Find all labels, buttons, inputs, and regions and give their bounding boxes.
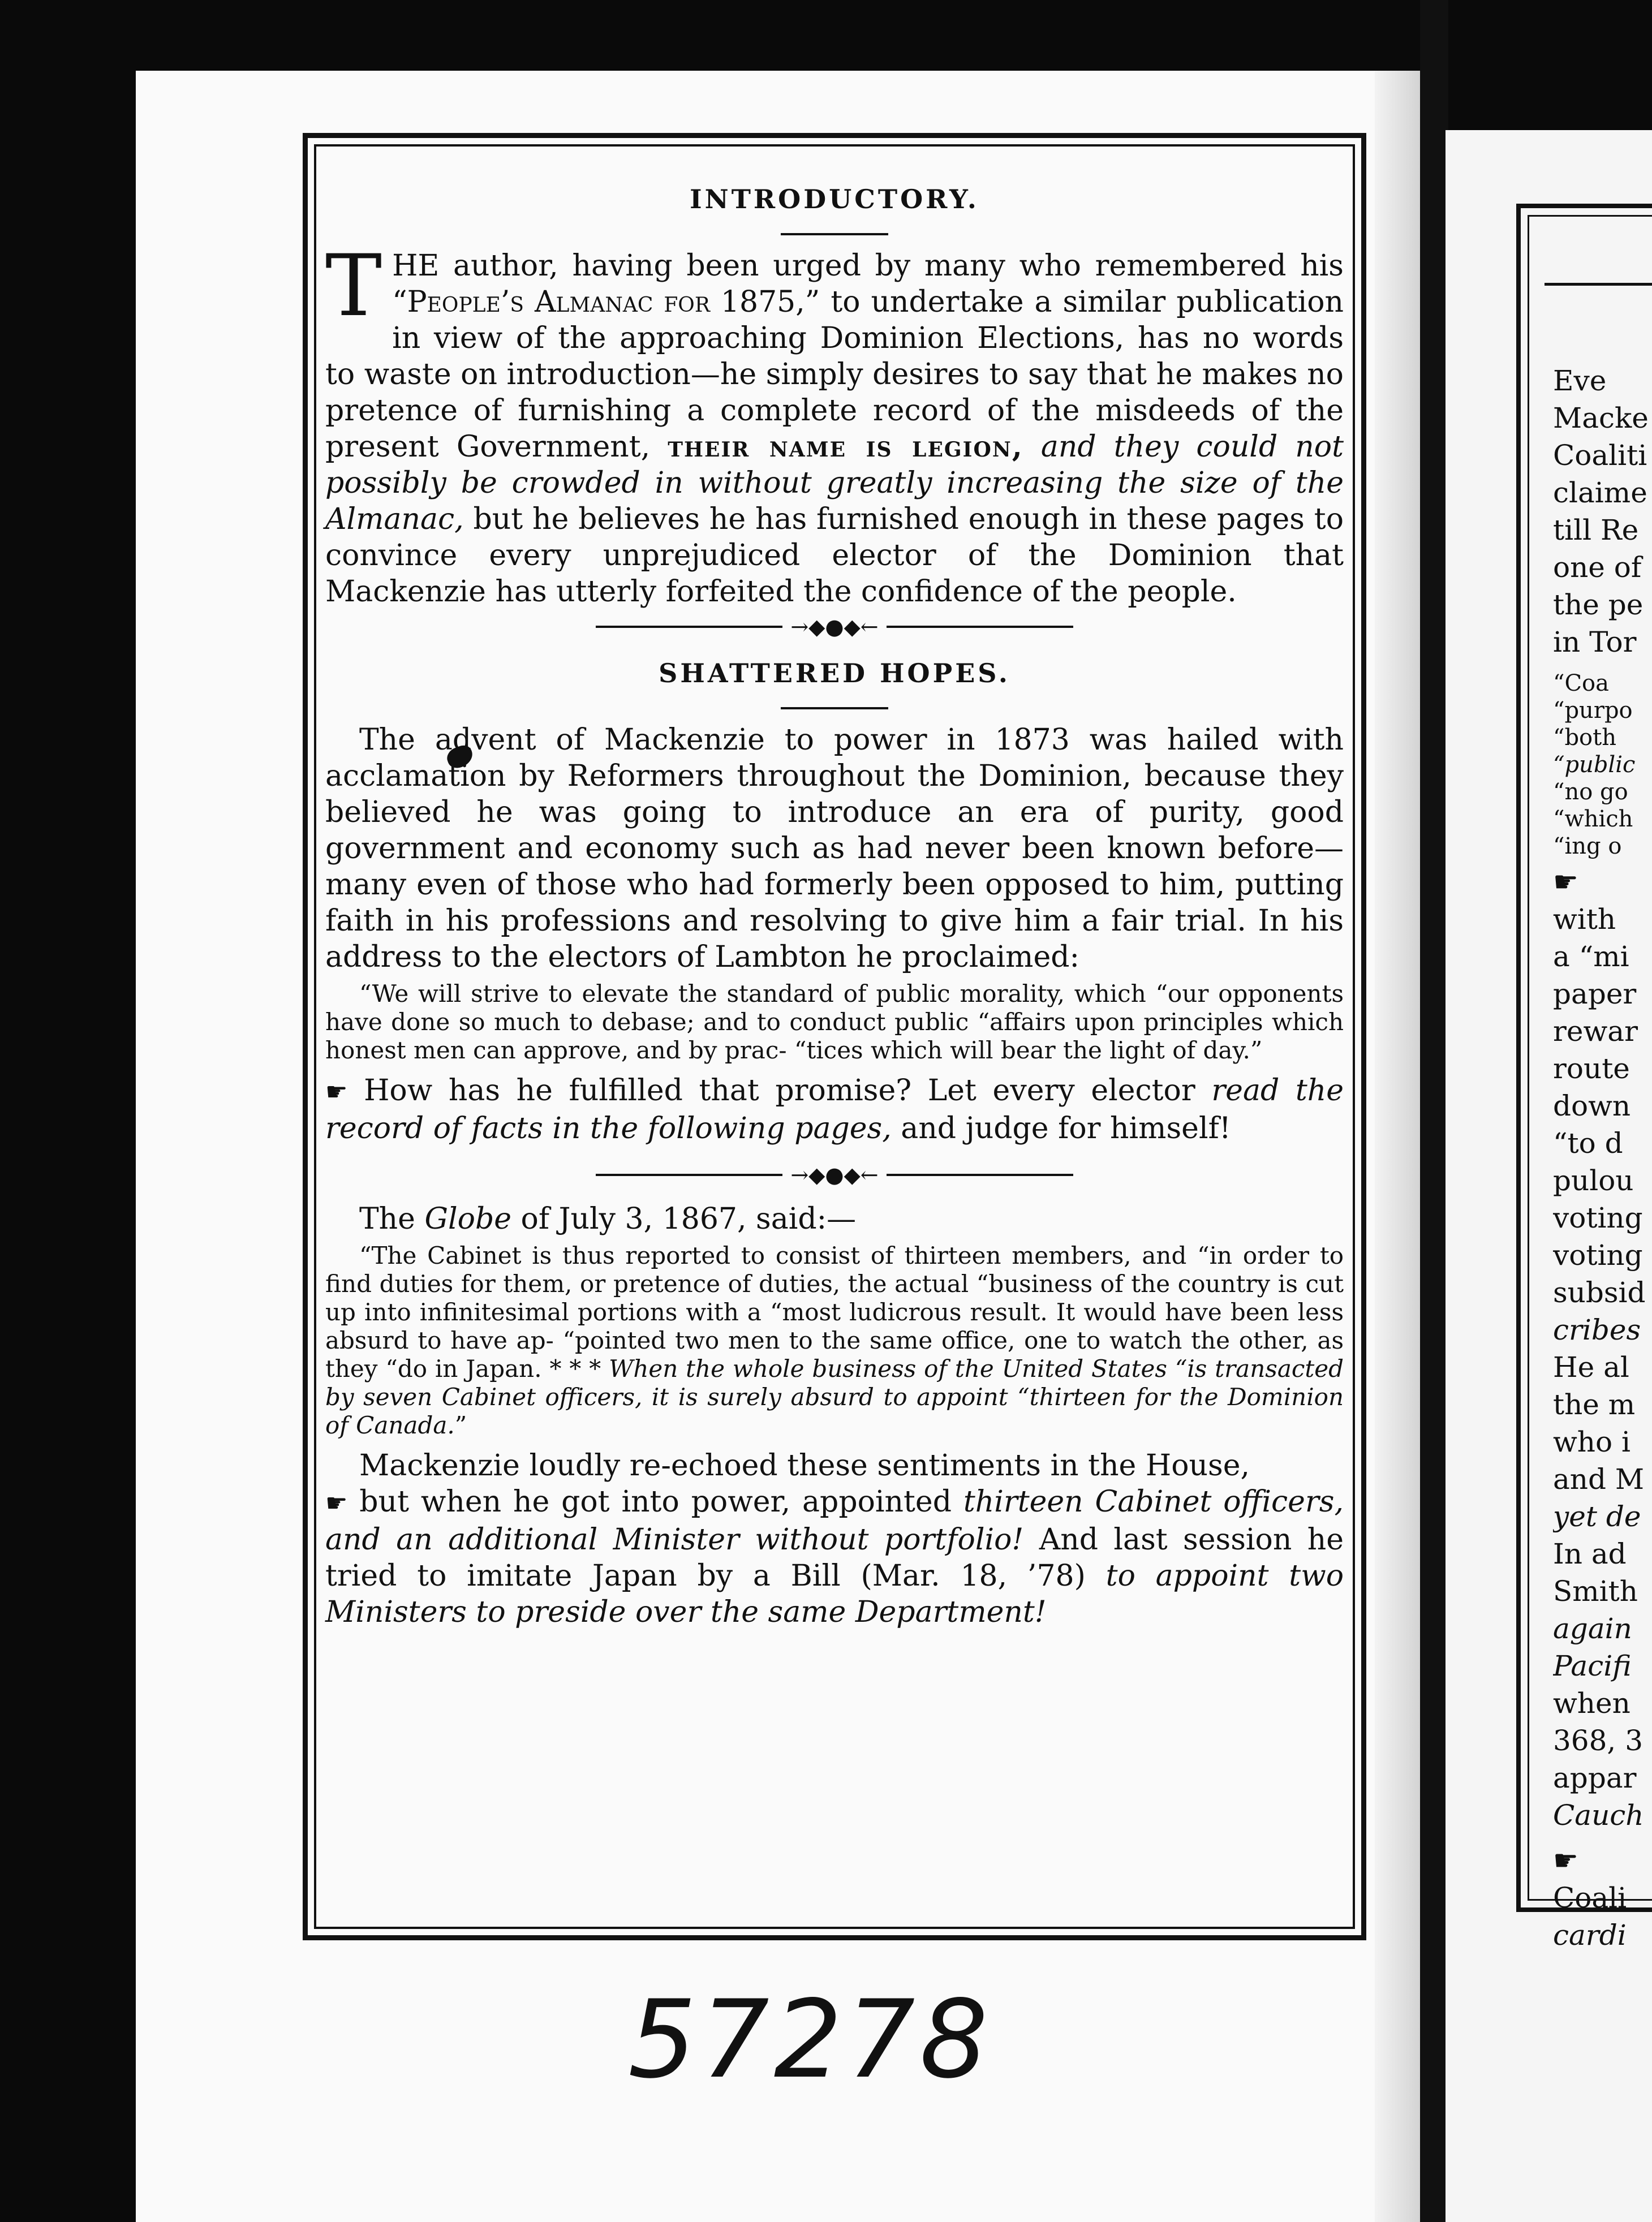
right-line: Coaliti <box>1553 439 1647 472</box>
mackenzie-italic-2: to appoint two Ministers to preside over the same Department! <box>325 1559 1344 1629</box>
mackenzie-text-2: but when he got into power, appointed <box>347 1485 963 1519</box>
shattered-hopes-heading: SHATTERED HOPES. <box>659 658 1010 688</box>
right-line: down <box>1553 1090 1631 1122</box>
shattered-paragraph-1: The advent of Mackenzie to power in 1873 was hailed with acclamation by Reformers throughout the Dominion, because they believed he was going to introduce an era of purity, good government and economy such as had never been known before—many even of those who had formerly been opposed to him, putting faith in his professions and resolving to give him a fair trial. In his address to the electors of Lambton he proclaimed: <box>325 723 1344 974</box>
heading-rule <box>781 707 888 709</box>
right-line: in Tor <box>1553 626 1637 658</box>
right-page-text-column <box>1553 362 1652 1954</box>
ornament-divider <box>325 615 1344 638</box>
right-line: Eve <box>1553 364 1607 397</box>
right-line: Coali <box>1553 1881 1627 1914</box>
intro-text-2: ” to undertake a similar publication in view of the approaching Dominion Elections, has no words to waste on introduction—he simply desires to say that he makes no pretence of furnishing a complete record of the misdeeds of the present Government, <box>325 285 1344 464</box>
right-line: when <box>1553 1687 1631 1720</box>
globe-intro-text: The <box>359 1202 425 1236</box>
right-line: voting <box>1553 1202 1643 1234</box>
right-line: “to d <box>1553 1127 1623 1160</box>
right-line: In ad <box>1553 1538 1627 1570</box>
left-page-content <box>325 164 1344 1634</box>
right-line: again <box>1553 1612 1632 1645</box>
right-line: the m <box>1553 1388 1636 1421</box>
pointing-hand-icon: ☛ <box>1553 1844 1578 1877</box>
pointing-hand-icon: ☛ <box>325 1078 348 1106</box>
right-line: pulou <box>1553 1164 1634 1197</box>
right-line: with <box>1553 903 1616 936</box>
right-line: “both <box>1553 725 1616 751</box>
heading-rule <box>781 233 888 235</box>
introductory-heading: INTRODUCTORY. <box>690 184 979 214</box>
right-line: “no go <box>1553 779 1628 805</box>
right-line: “which <box>1553 806 1633 832</box>
globe-title: Globe <box>424 1202 512 1236</box>
pointing-hand-icon: ☛ <box>1553 865 1578 898</box>
right-line: one of <box>1553 551 1642 584</box>
right-line: rewar <box>1553 1015 1638 1048</box>
right-line: “public <box>1553 752 1636 778</box>
book-gutter <box>1420 0 1448 2222</box>
right-line: Cauch <box>1553 1799 1644 1832</box>
right-line: subsid <box>1553 1276 1646 1309</box>
right-line: till Re <box>1553 514 1639 546</box>
right-line: “ing o <box>1553 833 1622 859</box>
pointing-hand-icon: ☛ <box>325 1489 348 1518</box>
right-line: cardi <box>1553 1919 1627 1952</box>
para-2-text: How has he fulfilled that promise? Let every elector <box>347 1074 1212 1108</box>
right-line: a “mi <box>1553 940 1629 973</box>
ornament-glyph: →◆●◆← <box>790 614 879 639</box>
globe-intro-date: of July 3, 1867, said:— <box>511 1202 857 1236</box>
mackenzie-paragraph <box>325 1448 1344 1630</box>
globe-quote <box>325 1242 1344 1440</box>
right-line: “purpo <box>1553 697 1633 724</box>
mackenzie-text-1: Mackenzie loudly re-echoed these sentiments in the House, <box>359 1449 1250 1483</box>
introductory-paragraph <box>325 237 1344 610</box>
mackenzie-text-3: And last session he tried to imitate Japan by a Bill (Mar. 18, ’78) <box>325 1523 1344 1593</box>
right-line: and M <box>1553 1463 1645 1496</box>
right-lines-2 <box>1553 863 1652 1834</box>
para-2-italic: read the record of facts in the following pages, <box>325 1074 1344 1146</box>
right-lines-small <box>1553 670 1652 860</box>
globe-quote-italic: When the whole business of the United States “is transacted by seven Cabinet officers, it is surely absurd to appoint “thirteen for the Dominion of Canada. <box>325 1355 1344 1439</box>
mackenzie-quote: “We will strive to elevate the standard of public morality, which “our opponents have done so much to debase; and to conduct public “affairs upon principles which honest men can approve, and by prac- “tices which will bear the light of day.” <box>325 980 1344 1064</box>
right-line: who i <box>1553 1426 1631 1458</box>
right-lines-1 <box>1553 362 1652 661</box>
right-line: yet de <box>1553 1500 1641 1533</box>
right-line: voting <box>1553 1239 1643 1272</box>
right-line: 368, 3 <box>1553 1724 1644 1757</box>
intro-text-3: but he believes he has furnished enough in these pages to convince every unprejudiced elector of the Dominion that Mackenzie has utterly forfeited the confidence of the people. <box>325 502 1344 609</box>
right-line: the pe <box>1553 588 1644 621</box>
para-2-end: and judge for himself! <box>891 1112 1231 1146</box>
right-line: paper <box>1553 977 1637 1010</box>
handwritten-page-number: 57278 <box>628 1977 993 2102</box>
right-line: “Coa <box>1553 670 1609 696</box>
right-line: Macke <box>1553 402 1649 434</box>
right-line: cribes <box>1553 1314 1641 1346</box>
ornament-divider <box>325 1164 1344 1186</box>
right-line: He al <box>1553 1351 1629 1384</box>
right-line: Smith <box>1553 1575 1638 1608</box>
right-lines-3 <box>1553 1842 1652 1954</box>
right-page-rule <box>1545 283 1652 286</box>
shattered-paragraph-2 <box>325 1073 1344 1147</box>
right-line: Pacifi <box>1553 1650 1632 1682</box>
legion-phrase: their name is legion, <box>668 429 1023 464</box>
right-line: claime <box>1553 476 1647 509</box>
right-line: route <box>1553 1052 1630 1085</box>
intro-text-1: HE author, having been urged by many who remembered his “ <box>392 249 1344 319</box>
drop-cap: T <box>325 237 382 335</box>
intro-italic: and they could not possibly be crowded in without greatly increasing the size of the Almanac, <box>325 430 1344 536</box>
globe-quote-end: ” <box>454 1411 467 1439</box>
right-line: appar <box>1553 1762 1637 1794</box>
globe-quote-text: “The Cabinet is thus reported to consist of thirteen members, and “in order to find duties for them, or pretence of duties, the actual “business of the country is cut up into infinitesimal portions with a “most ludicrous result. It would have been less absurd to have ap- “pointed two men to the same office, one to watch the other, as they “do in Japan. * * * <box>325 1242 1344 1383</box>
globe-intro <box>325 1201 1344 1237</box>
ornament-glyph: →◆●◆← <box>790 1162 879 1187</box>
almanac-title: People’s Almanac for 1875, <box>407 285 805 319</box>
mackenzie-italic-1: thirteen Cabinet officers, and an additional Minister without portfolio! <box>325 1485 1344 1557</box>
